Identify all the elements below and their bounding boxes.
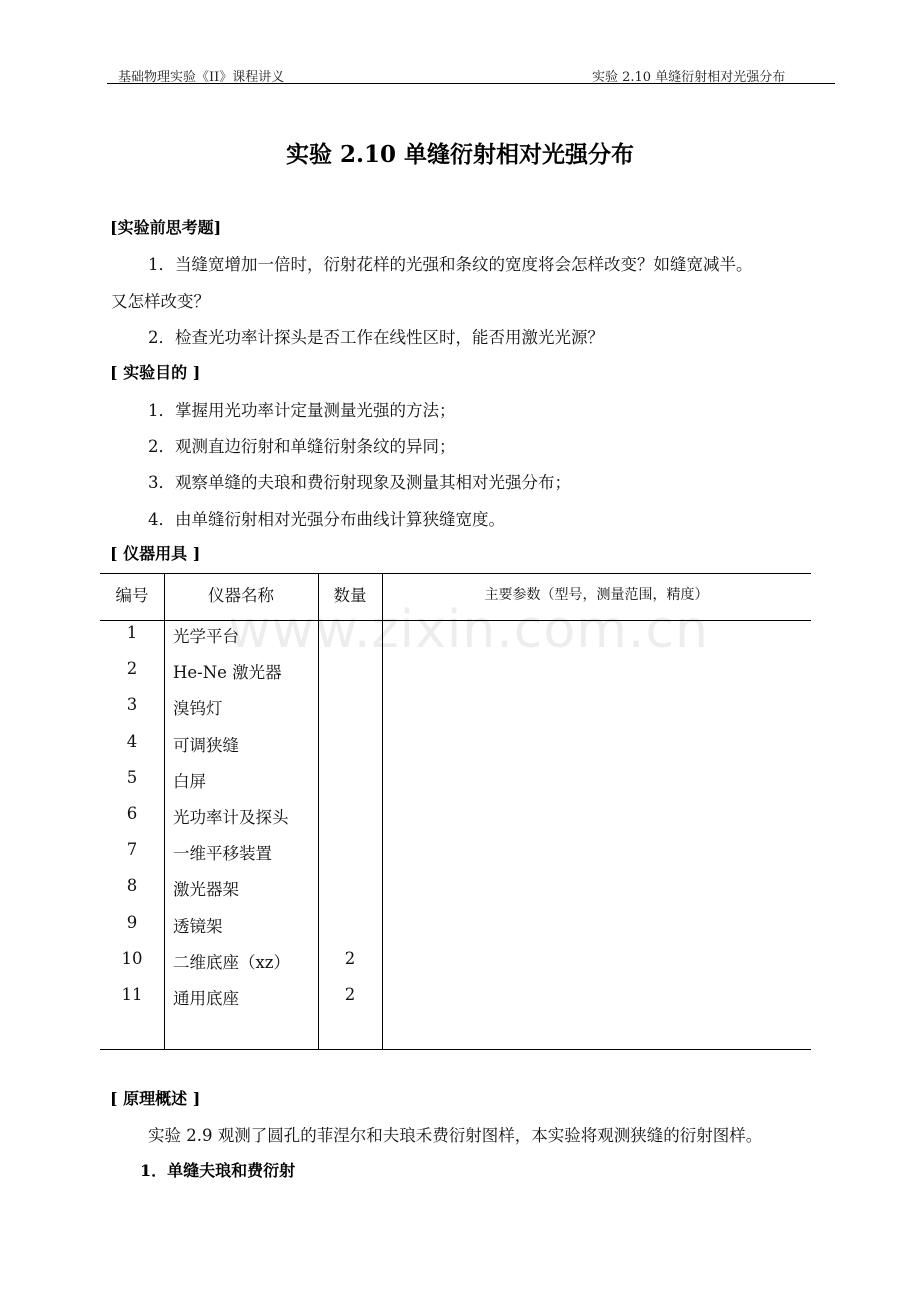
- running-header-left: 基础物理实验《II》课程讲义: [118, 70, 285, 85]
- column-header-quantity: 数量: [333, 586, 367, 605]
- row-instrument-name: 光功率计及探头: [173, 808, 289, 827]
- table-row: [100, 913, 811, 943]
- row-number: 3: [126, 695, 138, 714]
- purpose-item: 2．观测直边衍射和单缝衍射条纹的异同；: [148, 437, 456, 456]
- row-instrument-name: 溴钨灯: [173, 699, 223, 718]
- purpose-heading: [ 实验目的 ]: [110, 363, 201, 382]
- table-row: [100, 659, 811, 689]
- table-row: [100, 768, 811, 798]
- row-instrument-name: 一维平移装置: [173, 844, 272, 863]
- column-header-parameters: 主要参数（型号，测量范围，精度）: [484, 587, 709, 603]
- watermark: www.zixin.com.cn: [228, 600, 709, 660]
- table-bottom-rule: [100, 1049, 811, 1050]
- row-number: 11: [121, 985, 143, 1004]
- row-instrument-name: 透镜架: [173, 917, 223, 936]
- purpose-item: 4．由单缝衍射相对光强分布曲线计算狭缝宽度。: [148, 510, 505, 529]
- principle-paragraph: 实验 2.9 观测了圆孔的菲涅尔和夫琅禾费衍射图样，本实验将观测狭缝的衍射图样。: [148, 1126, 763, 1145]
- row-quantity: 2: [344, 985, 356, 1004]
- row-instrument-name: 光学平台: [173, 627, 239, 646]
- question-2: 2．检查光功率计探头是否工作在线性区时，能否用激光光源？: [148, 328, 604, 347]
- row-number: 6: [126, 804, 138, 823]
- row-instrument-name: He-Ne 激光器: [173, 663, 282, 682]
- table-row: [100, 840, 811, 870]
- purpose-item: 1．掌握用光功率计定量测量光强的方法；: [148, 401, 456, 420]
- column-header-number: 编号: [115, 586, 149, 605]
- table-row: [100, 949, 811, 979]
- table-row: [100, 804, 811, 834]
- row-instrument-name: 白屏: [173, 772, 206, 791]
- row-instrument-name: 通用底座: [173, 989, 239, 1008]
- row-instrument-name: 可调狭缝: [173, 736, 239, 755]
- question-1-line-2: 又怎样改变？: [111, 292, 210, 311]
- table-row: [100, 876, 811, 906]
- header-rule: [107, 83, 835, 84]
- page-title: 实验 2.10 单缝衍射相对光强分布: [285, 141, 635, 168]
- row-number: 2: [126, 659, 138, 678]
- row-number: 9: [126, 913, 138, 932]
- row-number: 7: [126, 840, 138, 859]
- pre-questions-heading: [实验前思考题]: [110, 218, 222, 237]
- row-number: 4: [126, 732, 138, 751]
- row-instrument-name: 激光器架: [173, 880, 239, 899]
- row-quantity: 2: [344, 949, 356, 968]
- row-instrument-name: 二维底座（xz）: [173, 953, 290, 972]
- principle-subheading: 1．单缝夫琅和费衍射: [140, 1161, 296, 1180]
- row-number: 5: [126, 768, 138, 787]
- running-header-right: 实验 2.10 单缝衍射相对光强分布: [592, 70, 786, 85]
- purpose-item: 3．观察单缝的夫琅和费衍射现象及测量其相对光强分布；: [148, 473, 571, 492]
- question-1-line-1: 1．当缝宽增加一倍时，衍射花样的光强和条纹的宽度将会怎样改变？如缝宽减半。: [148, 255, 753, 274]
- table-row: [100, 732, 811, 762]
- row-number: 1: [126, 623, 138, 642]
- column-header-name: 仪器名称: [208, 586, 274, 605]
- principle-heading: [ 原理概述 ]: [110, 1089, 201, 1108]
- table-row: [100, 695, 811, 725]
- row-number: 8: [126, 876, 138, 895]
- instruments-heading: [ 仪器用具 ]: [110, 544, 201, 563]
- table-row: [100, 985, 811, 1015]
- table-top-rule: [100, 573, 811, 574]
- row-number: 10: [121, 949, 143, 968]
